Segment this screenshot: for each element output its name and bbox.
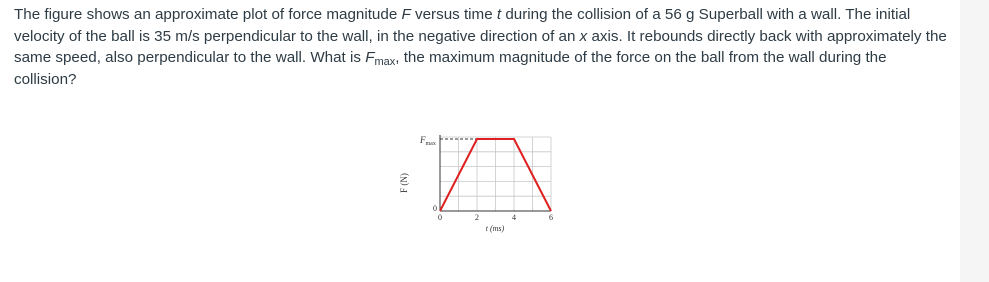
variable-t: t: [496, 6, 502, 23]
force-time-graph: [395, 125, 565, 240]
variable-F: F: [401, 6, 411, 23]
x-tick-labels: [438, 213, 553, 222]
x-tick-label: 0: [438, 213, 442, 222]
x-axis-label: t (ms): [485, 224, 505, 233]
question-text-part: versus time: [410, 6, 497, 23]
variable-x: x: [579, 27, 588, 45]
x-tick-label: 4: [512, 213, 516, 222]
y-tick-zero: 0: [433, 204, 437, 213]
right-margin-strip: [960, 0, 989, 282]
question-text-part: The figure shows an approximate plot of force magnitude: [14, 6, 402, 23]
fmax-symbol: F: [365, 49, 375, 67]
fmax-subscript: max: [374, 56, 396, 69]
question-text-part: during the collision of a 56 g Superball with a wall. The initial velocity of the ball is 35 m/s perpendicular to the wall, in the negative direction of an: [14, 6, 911, 45]
x-tick-label: 2: [475, 213, 479, 222]
question-text-part: , the maximum magnitude of the force on the ball from the wall during the collision?: [14, 49, 887, 88]
y-axis-label: F (N): [399, 173, 409, 193]
x-tick-label: 6: [549, 213, 553, 222]
question-text-part: axis. It rebounds directly back with approximately the same speed, also perpendicular to the wall. What is: [14, 27, 947, 67]
y-tick-fmax: $F_{max}$: [420, 135, 436, 147]
force-time-graph-svg: [395, 125, 565, 240]
plot-area: [440, 135, 551, 211]
question-text: [14, 4, 949, 90]
